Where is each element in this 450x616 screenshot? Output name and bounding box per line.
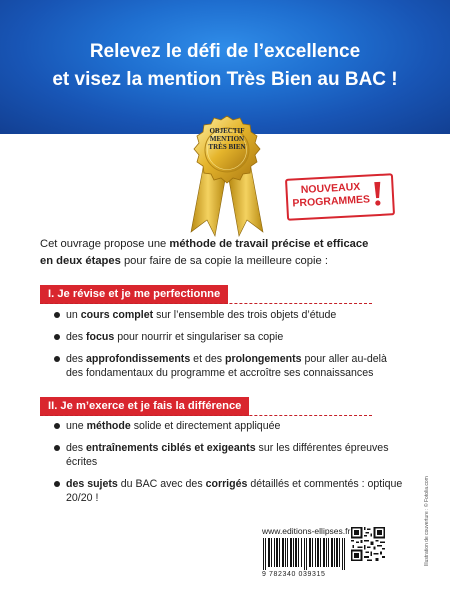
- section-1-divider: [40, 303, 372, 304]
- list-item: des focus pour nourrir et singulariser sa copie: [66, 330, 406, 344]
- intro-bold-steps: en deux étapes: [40, 255, 121, 267]
- publisher-url[interactable]: www.editions-ellipses.fr: [262, 526, 351, 536]
- barcode: [262, 538, 348, 570]
- exclamation-icon: [370, 181, 384, 208]
- medal-label-line-3: TRÈS BIEN: [208, 143, 246, 151]
- section-2-divider: [40, 415, 372, 416]
- medal-label-line-2: MENTION: [209, 135, 245, 143]
- stamp-label-line-2: PROGRAMMES: [292, 193, 371, 210]
- list-item: une méthode solide et directement appliquée: [66, 419, 406, 433]
- qr-code[interactable]: [351, 527, 385, 561]
- medal-label: [193, 127, 261, 151]
- new-programs-stamp: [285, 173, 395, 221]
- list-item: un cours complet sur l’ensemble des trois objets d’étude: [66, 308, 406, 322]
- stamp-label-line-1: NOUVEAUX: [300, 180, 361, 197]
- headline: [0, 38, 450, 94]
- cover-credit: Illustration de couverture : © Fotolia.com: [424, 476, 430, 566]
- list-item: des entraînements ciblés et exigeants sur les différentes épreuves écrites: [66, 441, 406, 469]
- intro-text: Cet ouvrage propose une: [40, 238, 170, 250]
- section-1-list: [66, 308, 406, 380]
- section-2-list: [66, 419, 406, 505]
- headline-line-2: et visez la mention Très Bien au BAC !: [52, 69, 398, 90]
- intro-paragraph: [40, 236, 430, 270]
- list-item: des sujets du BAC avec des corrigés détaillés et commentés : optique 20/20 !: [66, 477, 406, 505]
- list-item: des approfondissements et des prolongements pour aller au-delà des fondamentaux du programme et accroître ses connaissances: [66, 352, 406, 380]
- section-1-heading: I. Je révise et je me perfectionne: [40, 285, 228, 304]
- stamp-label: [287, 180, 374, 210]
- isbn-number: 9 782340 039315: [262, 571, 326, 578]
- headline-line-1: Relevez le défi de l’excellence: [89, 41, 361, 62]
- intro-bold-method: méthode de travail précise et efficace: [169, 238, 369, 250]
- medal-label-line-1: OBJECTIF: [209, 127, 245, 135]
- section-2-heading: II. Je m’exerce et je fais la différence: [40, 397, 249, 416]
- intro-text-end: pour faire de sa copie la meilleure copie :: [120, 255, 328, 267]
